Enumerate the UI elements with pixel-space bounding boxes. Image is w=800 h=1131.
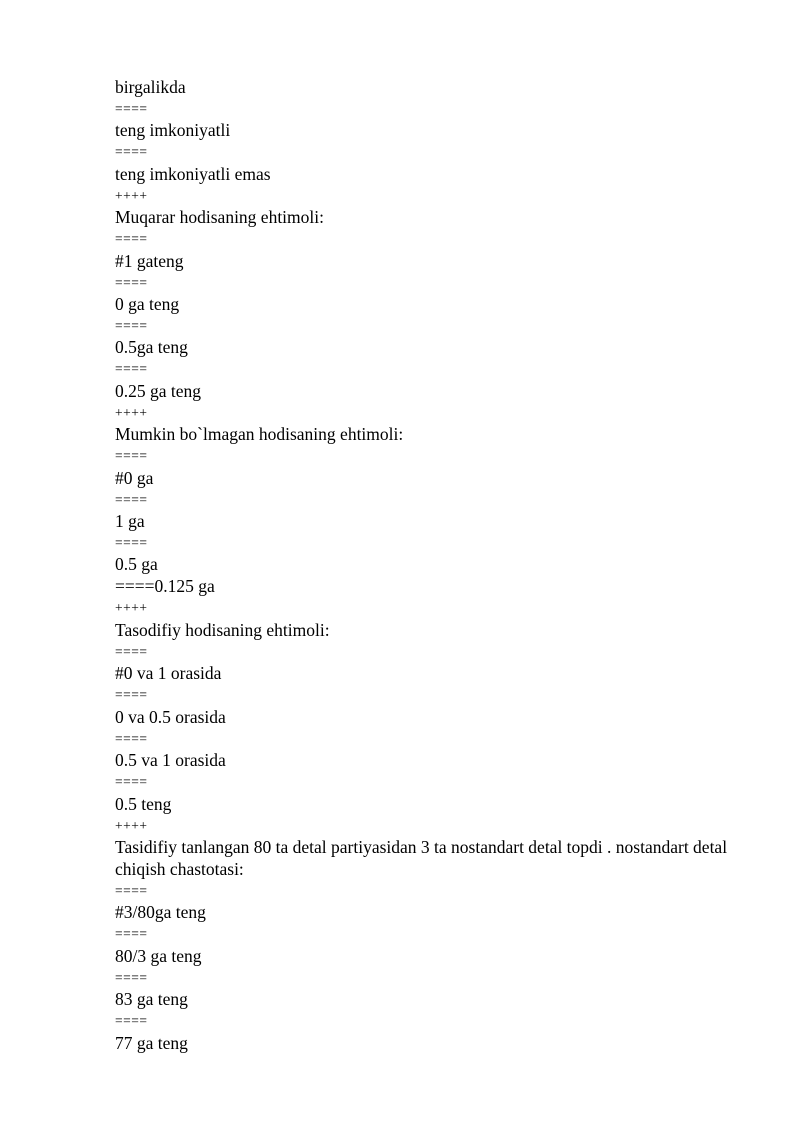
text-line: Mumkin bo`lmagan hodisaning ehtimoli:	[115, 424, 404, 445]
text-line: 0 va 0.5 orasida	[115, 706, 226, 727]
text-line: 0.5 va 1 orasida	[115, 750, 226, 771]
answer-separator: ====	[115, 144, 148, 160]
question-separator: ++++	[115, 404, 148, 420]
text-line: Tasodifiy hodisaning ehtimoli:	[115, 619, 330, 640]
text-line: 0 ga teng	[115, 294, 180, 315]
text-line: birgalikda	[115, 77, 186, 97]
answer-separator: ====	[115, 643, 148, 659]
correct-answer-text: #0 ga	[115, 467, 154, 488]
answer-separator: ====	[115, 361, 148, 377]
answer-separator: ====	[115, 231, 148, 247]
answer-separator: ====	[115, 687, 148, 703]
answer-separator: ====	[115, 101, 148, 116]
document-page	[115, 76, 755, 1054]
correct-answer-text: #3/80ga teng	[115, 902, 206, 923]
correct-answer-text: #0 va 1 orasida	[115, 663, 222, 684]
text-line: 0.5 ga	[115, 554, 158, 575]
answer-separator: ====	[115, 274, 148, 290]
text-line: Muqarar hodisaning ehtimoli:	[115, 207, 324, 228]
answer-separator: ====	[115, 491, 148, 507]
answer-separator: ====	[115, 774, 148, 790]
text-line: teng imkoniyatli emas	[115, 163, 271, 184]
answer-separator: ====	[115, 730, 148, 746]
text-line: 83 ga teng	[115, 989, 188, 1010]
answer-separator: ====	[115, 926, 148, 942]
answer-separator: ====	[115, 318, 148, 334]
answer-separator: ====	[115, 969, 148, 985]
text-line: 0.5 teng	[115, 793, 172, 814]
text-line: 80/3 ga teng	[115, 945, 202, 966]
answer-separator: ====	[115, 535, 148, 551]
correct-answer-text: #1 gateng	[115, 250, 184, 271]
text-line: 0.5ga teng	[115, 337, 188, 358]
question-separator: ++++	[115, 187, 148, 203]
question-text: Tasidifiy tanlangan 80 ta detal partiyasidan 3 ta nostandart detal topdi . nostandart detal chiqish chastotasi:	[115, 836, 728, 879]
answer-separator: ====	[115, 882, 148, 898]
text-line: 77 ga teng	[115, 1032, 188, 1053]
text-line: teng imkoniyatli	[115, 120, 231, 141]
text-line: ====0.125 ga	[115, 576, 215, 597]
answer-separator: ====	[115, 448, 148, 464]
question-separator: ++++	[115, 817, 148, 833]
text-line: 1 ga	[115, 511, 145, 532]
answer-separator: ====	[115, 1013, 148, 1029]
text-line: 0.25 ga teng	[115, 380, 202, 401]
question-separator: ++++	[115, 600, 148, 616]
